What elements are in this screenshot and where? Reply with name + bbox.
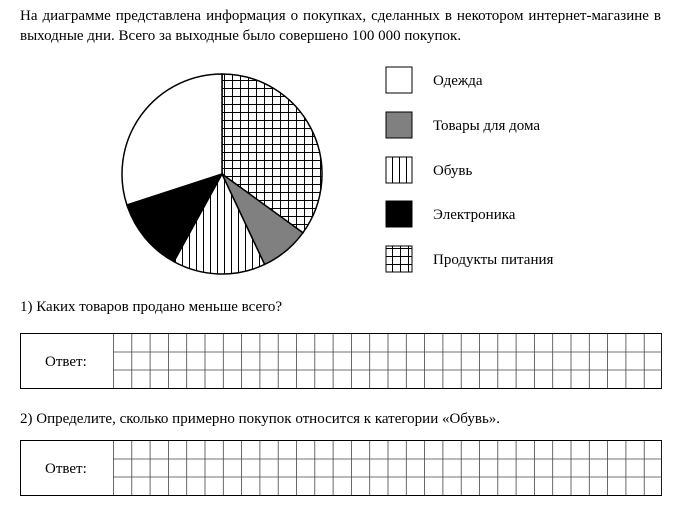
legend-label-food: Продукты питания [433,252,554,268]
legend-swatch-shoes [386,157,412,183]
intro-text: На диаграмме представлена информация о покупках, сделанных в некотором интернет-магазине в выходные дни. Всего за выходные было совершено 100 000 покупок. [20,8,661,44]
legend-label-electronics: Электроника [433,207,516,223]
answer-label-2: Ответ: [45,461,87,477]
answer-grid-1[interactable] [113,334,662,388]
legend-swatch-electronics [386,201,412,227]
answer-label-1: Ответ: [45,354,87,370]
legend-swatch-food [386,246,412,272]
legend-label-shoes: Обувь [433,163,473,179]
legend-label-clothes: Одежда [433,73,483,89]
question-2: 2) Определите, сколько примерно покупок относится к категории «Обувь». [20,411,501,427]
answer-box-2[interactable] [20,440,662,496]
legend-swatch-clothes [386,67,412,93]
answer-grid-2[interactable] [113,441,662,495]
legend-label-home-goods: Товары для дома [433,118,541,134]
legend-swatch-home-goods [386,112,412,138]
question-1: 1) Каких товаров продано меньше всего? [20,299,283,315]
answer-box-1[interactable] [20,333,662,389]
